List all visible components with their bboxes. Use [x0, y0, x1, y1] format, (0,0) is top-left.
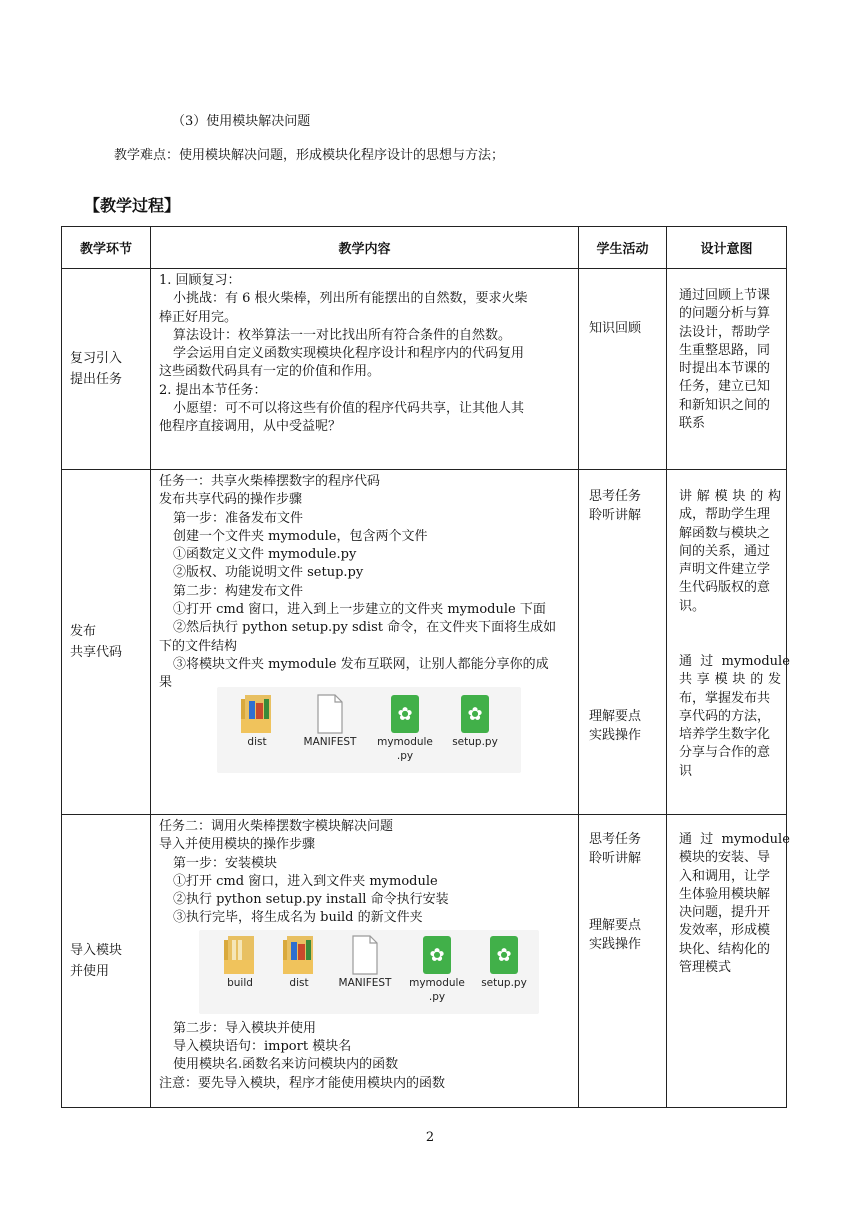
intent-line: 识 — [679, 763, 693, 779]
teaching-process-table — [61, 226, 790, 1108]
intent-line: 识。 — [679, 598, 706, 614]
file-entry — [299, 693, 361, 749]
stage-cell — [62, 815, 151, 1108]
intent-line: 成，帮助学生理 — [679, 507, 771, 523]
svg-text:✿: ✿ — [429, 944, 445, 966]
file-entry — [335, 934, 395, 990]
file-name: MANIFEST — [338, 976, 392, 989]
content-cell — [151, 815, 579, 1108]
content-line: 小挑战：有 6 根火柴棒，列出所有能摆出的自然数，要求火柴 — [173, 291, 528, 307]
stage-line: 发布 — [70, 624, 97, 639]
content-line: 算法设计：枚举算法一一对比找出所有符合条件的自然数。 — [173, 327, 512, 343]
content-line: 导入模块语句：import 模块名 — [173, 1039, 352, 1055]
stage-line: 导入模块 — [70, 943, 123, 958]
activity-line: 思考任务 — [589, 489, 642, 504]
intent-line: 享代码的方法， — [679, 708, 771, 724]
python-file-icon — [488, 934, 520, 976]
content-line: 这些函数代码具有一定的价值和作用。 — [159, 364, 381, 380]
page-number: 2 — [425, 1130, 435, 1145]
python-file-icon — [459, 693, 491, 735]
activity-line: 聆听讲解 — [589, 508, 642, 523]
file-name: build — [227, 976, 253, 989]
content-line: ①打开 cmd 窗口，进入到上一步建立的文件夹 mymodule 下面 — [173, 602, 546, 618]
header-content: 教学内容 — [151, 227, 579, 269]
intent-line: 任务，建立已知 — [679, 379, 771, 395]
intent-line: 生重整思路，同 — [679, 342, 771, 358]
file-structure-image — [199, 930, 539, 1014]
content-line: 2. 提出本节任务： — [159, 382, 267, 398]
file-name: setup.py — [452, 735, 498, 748]
intent-line: 通 过 mymodule — [679, 832, 790, 847]
file-name-ext: .py — [428, 990, 446, 1003]
svg-text:✿: ✿ — [496, 944, 512, 966]
intent-line: 入和调用，让学 — [679, 868, 771, 884]
table-row — [62, 470, 787, 815]
intent-line: 的问题分析与算 — [679, 306, 771, 322]
content-line: 发布共享代码的操作步骤 — [159, 492, 303, 508]
file-entry — [449, 693, 501, 749]
file-entry — [217, 934, 263, 990]
file-entry — [409, 934, 465, 1004]
intent-line: 培养学生数字化 — [679, 727, 771, 743]
file-structure-image — [217, 687, 521, 773]
content-line: 棒正好用完。 — [159, 309, 238, 325]
content-line: ③执行完毕，将生成名为 build 的新文件夹 — [173, 910, 423, 926]
stage-line: 共享代码 — [70, 645, 123, 660]
activity-line: 实践操作 — [589, 728, 642, 743]
intent-line: 解函数与模块之 — [679, 525, 771, 541]
stage-cell — [62, 269, 151, 470]
intent-line: 模块的安装、导 — [679, 850, 771, 866]
content-line: 第二步：构建发布文件 — [173, 583, 304, 599]
content-line: 小愿望：可不可以将这些有价值的程序代码共享，让其他人其 — [173, 401, 525, 417]
intent-line: 分享与合作的意 — [679, 745, 771, 761]
activity-line: 理解要点 — [589, 918, 642, 933]
file-entry — [479, 934, 529, 990]
intent-line: 和新知识之间的 — [679, 397, 771, 413]
intent-line: 发效率，形成模 — [679, 923, 771, 939]
intent-line: 讲 解 模 块 的 构 — [679, 489, 781, 504]
intent-line: 间的关系，通过 — [679, 543, 771, 559]
intent-cell — [667, 470, 790, 815]
stage-line: 复习引入 — [70, 351, 123, 366]
content-line: ②然后执行 python setup.py sdist 命令，在文件夹下面将生成如 — [173, 620, 557, 636]
file-name: MANIFEST — [303, 735, 357, 748]
intent-line: 生体验用模块解 — [679, 886, 771, 902]
content-line: ②版权、功能说明文件 setup.py — [173, 565, 364, 581]
content-line: 第一步：安装模块 — [173, 855, 278, 871]
intent-line: 生代码版权的意 — [679, 580, 771, 596]
intent-line: 布，掌握发布共 — [679, 690, 771, 706]
content-line: 使用模块名.函数名来访问模块内的函数 — [173, 1057, 399, 1073]
content-line: ①函数定义文件 mymodule.py — [173, 547, 357, 563]
table-header-row — [62, 227, 787, 269]
blank-file-icon — [349, 934, 381, 976]
activity-line: 思考任务 — [589, 832, 642, 847]
content-line: 任务二：调用火柴棒摆数字模块解决问题 — [159, 819, 394, 834]
intent-line: 共 享 模 块 的 发 — [679, 672, 781, 688]
header-intent: 设计意图 — [667, 227, 787, 269]
stage-line: 并使用 — [70, 964, 110, 979]
stage-line: 提出任务 — [70, 372, 123, 387]
header-activity: 学生活动 — [579, 227, 667, 269]
content-line: 学会运用自定义函数实现模块化程序设计和程序内的代码复用 — [173, 346, 525, 362]
content-line: 第二步：导入模块并使用 — [173, 1020, 317, 1036]
activity-cell — [579, 470, 667, 815]
table-row — [62, 269, 787, 470]
file-name: dist — [247, 735, 267, 748]
content-line: 1. 回顾复习： — [159, 273, 241, 288]
objective-item-3: （3）使用模块解决问题 — [172, 114, 311, 129]
activity-cell — [579, 269, 667, 470]
content-line: 果 — [159, 675, 173, 691]
intent-line: 决问题，提升开 — [679, 905, 771, 921]
content-line: 任务一：共享火柴棒摆数字的程序代码 — [159, 474, 381, 489]
activity-line: 实践操作 — [589, 937, 642, 952]
python-file-icon — [421, 934, 453, 976]
folder-icon — [281, 934, 317, 976]
intent-line: 联系 — [679, 416, 706, 432]
teaching-difficulty: 教学难点：使用模块解决问题，形成模块化程序设计的思想与方法； — [114, 148, 505, 163]
file-name-ext: .py — [396, 749, 414, 762]
intent-line: 通过回顾上节课 — [679, 288, 771, 303]
content-line: 导入并使用模块的操作步骤 — [159, 837, 316, 853]
header-stage: 教学环节 — [62, 227, 151, 269]
content-line: 第一步：准备发布文件 — [173, 510, 304, 526]
activity-cell — [579, 815, 667, 1108]
file-name: setup.py — [481, 976, 527, 989]
file-name: mymodule — [377, 735, 433, 748]
content-cell — [151, 470, 579, 815]
file-entry — [277, 934, 321, 990]
intent-line: 声明文件建立学 — [679, 562, 771, 578]
intent-line: 法设计，帮助学 — [679, 324, 771, 340]
activity-line: 聆听讲解 — [589, 851, 642, 866]
svg-text:✿: ✿ — [467, 703, 483, 725]
intent-cell — [667, 269, 787, 470]
svg-text:✿: ✿ — [397, 703, 413, 725]
content-line: 下的文件结构 — [159, 638, 238, 654]
content-cell — [151, 269, 579, 470]
file-name: dist — [289, 976, 309, 989]
section-title: 【教学过程】 — [84, 196, 181, 215]
intent-line: 时提出本节课的 — [679, 361, 771, 377]
content-line: 他程序直接调用，从中受益呢？ — [159, 419, 342, 435]
file-entry — [231, 693, 283, 749]
content-line: 创建一个文件夹 mymodule，包含两个文件 — [173, 528, 428, 544]
stage-cell — [62, 470, 151, 815]
table-row — [62, 815, 787, 1108]
intent-line: 块化、结构化的 — [679, 941, 771, 957]
content-line: 注意：要先导入模块，程序才能使用模块内的函数 — [159, 1075, 446, 1091]
content-line: ①打开 cmd 窗口，进入到文件夹 mymodule — [173, 873, 438, 889]
folder-icon — [239, 693, 275, 735]
blank-file-icon — [314, 693, 346, 735]
content-line: ②执行 python setup.py install 命令执行安装 — [173, 892, 449, 908]
content-line: ③将模块文件夹 mymodule 发布互联网，让别人都能分享你的成 — [173, 656, 549, 672]
intent-line: 通 过 mymodule — [679, 654, 790, 669]
python-file-icon — [389, 693, 421, 735]
activity-line: 知识回顾 — [589, 321, 642, 336]
file-entry — [377, 693, 433, 763]
folder-icon — [222, 934, 258, 976]
intent-cell — [667, 815, 790, 1108]
activity-line: 理解要点 — [589, 709, 642, 724]
file-name: mymodule — [409, 976, 465, 989]
intent-line: 管理模式 — [679, 960, 732, 976]
